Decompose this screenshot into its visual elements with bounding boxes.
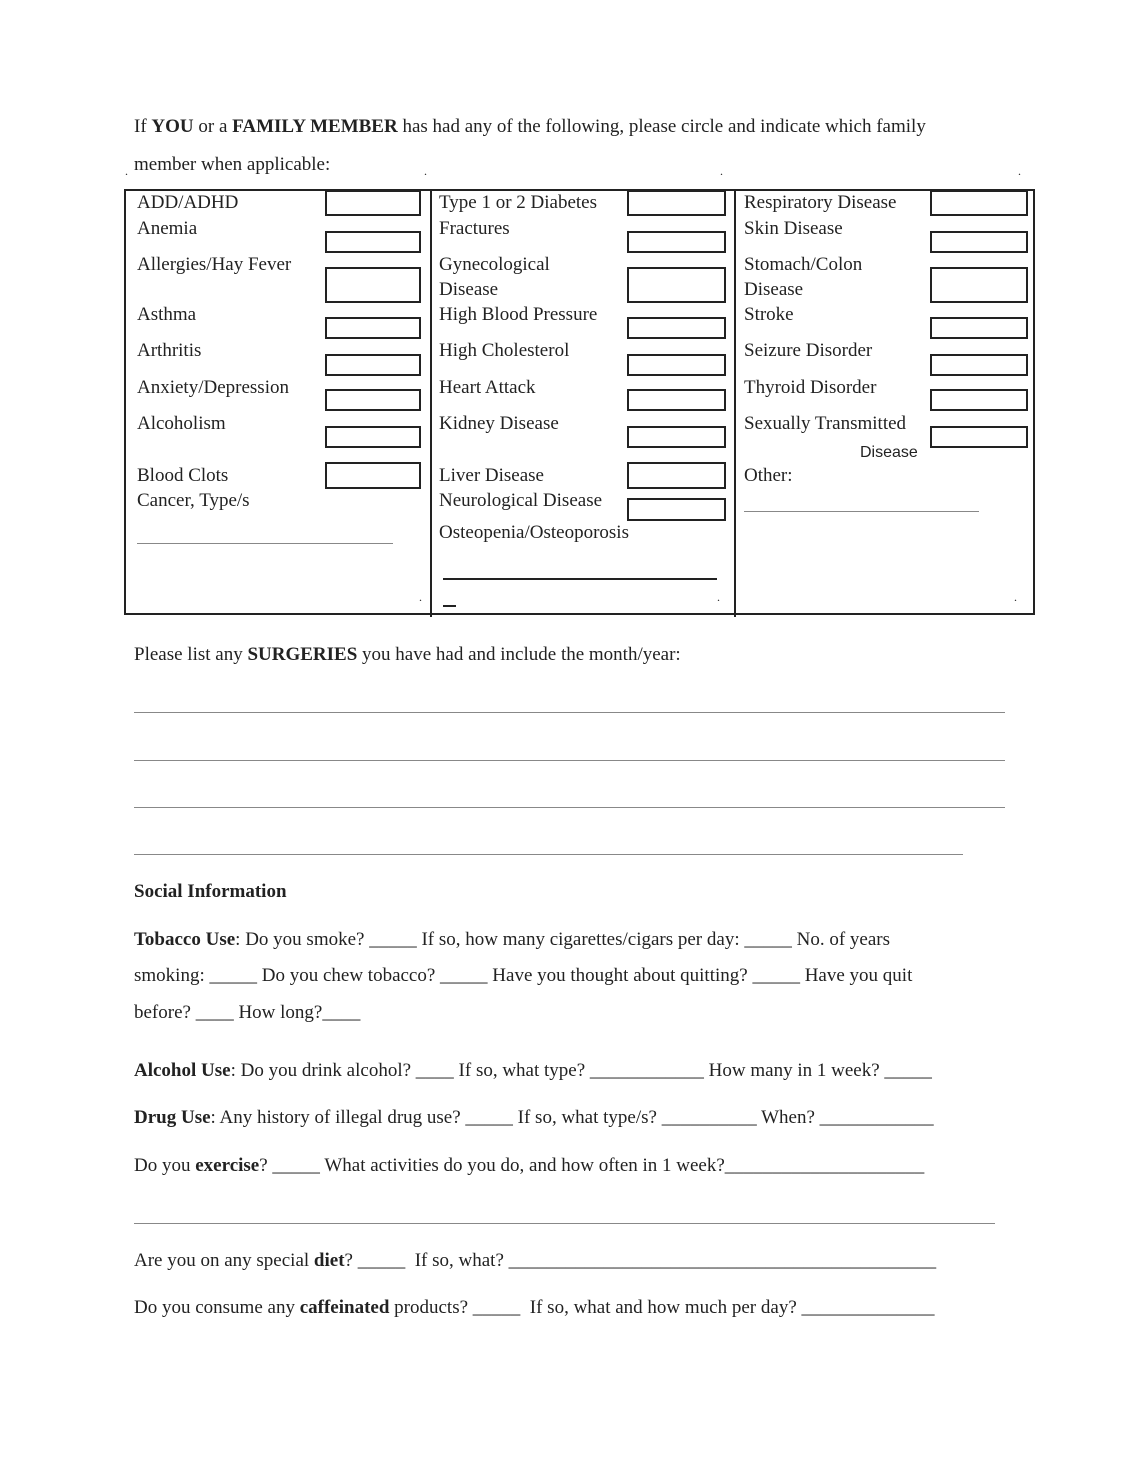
surgery-line[interactable] (134, 807, 1005, 808)
drug-line (134, 1107, 934, 1129)
condition-label: Blood Clots (137, 465, 229, 486)
condition-label: Fractures (439, 218, 510, 239)
exercise-line (134, 1155, 924, 1177)
condition-label: Kidney Disease (439, 413, 559, 434)
family-member-box[interactable] (930, 389, 1028, 411)
text: ? _____ What activities do you do, and how often in 1 week?_____________________ (259, 1155, 925, 1176)
condition-label: Disease (744, 279, 804, 300)
tobacco-line-3 (134, 1002, 360, 1024)
tobacco-line-1 (134, 929, 890, 951)
text: you have had and include the month/year: (357, 644, 681, 665)
family-member-box[interactable] (325, 190, 421, 216)
condition-label: Skin Disease (744, 218, 843, 239)
text: member when applicable: (134, 154, 331, 175)
stray-dot: . (424, 164, 427, 178)
condition-label: Asthma (137, 304, 197, 325)
family-member-box[interactable] (930, 354, 1028, 376)
text: products? _____ If so, what and how much per day? ______________ (389, 1297, 935, 1318)
cancer-type-field[interactable] (137, 543, 393, 544)
bold-text: diet (313, 1250, 345, 1271)
family-member-box[interactable] (325, 317, 421, 339)
family-member-box[interactable] (627, 317, 726, 339)
other-field[interactable] (744, 511, 979, 512)
text: : Any history of illegal drug use? _____ If so, what type/s? __________ When? ____________ (210, 1107, 934, 1128)
condition-label: Disease (860, 444, 918, 461)
family-member-box[interactable] (930, 317, 1028, 339)
condition-label: Thyroid Disorder (744, 377, 877, 398)
intro-line-2 (134, 154, 330, 176)
condition-label: Allergies/Hay Fever (137, 254, 292, 275)
tobacco-line-2 (134, 965, 912, 987)
text: has had any of the following, please circle and indicate which family (397, 116, 926, 137)
condition-label: Sexually Transmitted (744, 413, 907, 434)
condition-label: Respiratory Disease (744, 192, 897, 213)
text: : Do you drink alcohol? ____ If so, what type? ____________ How many in 1 week? _____ (230, 1060, 932, 1081)
family-member-box[interactable] (325, 231, 421, 253)
bold-text: exercise (195, 1155, 260, 1176)
bold-text: Tobacco Use (134, 929, 236, 950)
bold-text: caffeinated (299, 1297, 390, 1318)
condition-label: ADD/ADHD (137, 192, 239, 213)
conditions-table (124, 189, 1035, 615)
surgery-line[interactable] (134, 712, 1005, 713)
bold-text: FAMILY MEMBER (232, 116, 398, 137)
bold-text: Alcohol Use (134, 1060, 231, 1081)
column-divider (734, 189, 736, 617)
text: smoking: _____ Do you chew tobacco? _____ Have you thought about quitting? _____ Have you quit (134, 965, 913, 986)
family-member-box[interactable] (325, 267, 421, 303)
intro-line-1 (134, 116, 926, 138)
family-member-box[interactable] (627, 231, 726, 253)
exercise-answer-line[interactable] (134, 1223, 995, 1224)
family-member-box[interactable] (325, 462, 421, 489)
dash (443, 605, 456, 607)
condition-label: Arthritis (137, 340, 202, 361)
condition-label: Type 1 or 2 Diabetes (439, 192, 598, 213)
condition-label: Gynecological (439, 254, 550, 275)
family-member-box[interactable] (627, 462, 726, 489)
family-member-box[interactable] (930, 190, 1028, 216)
condition-label: Disease (439, 279, 499, 300)
text: Do you (134, 1155, 196, 1176)
family-member-box[interactable] (930, 231, 1028, 253)
text: before? ____ How long?____ (134, 1002, 361, 1023)
family-member-box[interactable] (627, 267, 726, 303)
family-member-box[interactable] (627, 354, 726, 376)
bold-text: Drug Use (134, 1107, 211, 1128)
surgery-line[interactable] (134, 854, 963, 855)
family-member-box[interactable] (325, 426, 421, 448)
surgery-line[interactable] (134, 760, 1005, 761)
text: Please list any (134, 644, 248, 665)
text: Are you on any special (134, 1250, 314, 1271)
stray-dot: . (717, 590, 720, 604)
text: Do you consume any (134, 1297, 300, 1318)
alcohol-line (134, 1060, 932, 1082)
other-field[interactable] (443, 578, 717, 580)
family-member-box[interactable] (627, 190, 726, 216)
condition-label: High Blood Pressure (439, 304, 598, 325)
caffeine-line (134, 1297, 935, 1319)
family-member-box[interactable] (627, 426, 726, 448)
condition-label: Osteopenia/Osteoporosis (439, 522, 629, 543)
condition-label: Neurological Disease (439, 490, 603, 511)
condition-label: Stomach/Colon (744, 254, 863, 275)
diet-line (134, 1250, 936, 1272)
family-member-box[interactable] (325, 389, 421, 411)
condition-label: Cancer, Type/s (137, 490, 250, 511)
stray-dot: . (125, 164, 128, 178)
family-member-box[interactable] (627, 498, 726, 521)
condition-label: Seizure Disorder (744, 340, 873, 361)
stray-dot: . (1018, 164, 1021, 178)
text: ? _____ If so, what? _____________________________________________ (344, 1250, 937, 1271)
bold-text: SURGERIES (247, 644, 358, 665)
bold-text: YOU (151, 116, 194, 137)
family-member-box[interactable] (627, 389, 726, 411)
text: or a (193, 116, 233, 137)
condition-label: Liver Disease (439, 465, 544, 486)
stray-dot: . (1014, 590, 1017, 604)
column-divider (430, 189, 432, 617)
family-member-box[interactable] (930, 426, 1028, 448)
text: : Do you smoke? _____ If so, how many cigarettes/cigars per day: _____ No. of years (235, 929, 890, 950)
section-heading: Social Information (134, 881, 287, 902)
stray-dot: . (419, 590, 422, 604)
condition-label: Heart Attack (439, 377, 536, 398)
condition-label: High Cholesterol (439, 340, 570, 361)
condition-label: Alcoholism (137, 413, 226, 434)
surgeries-prompt (134, 644, 681, 666)
condition-label: Other: (744, 465, 793, 486)
condition-label: Anemia (137, 218, 198, 239)
family-member-box[interactable] (930, 267, 1028, 303)
stray-dot: . (720, 164, 723, 178)
condition-label: Stroke (744, 304, 794, 325)
condition-label: Anxiety/Depression (137, 377, 289, 398)
family-member-box[interactable] (325, 354, 421, 376)
text: If (134, 116, 152, 137)
